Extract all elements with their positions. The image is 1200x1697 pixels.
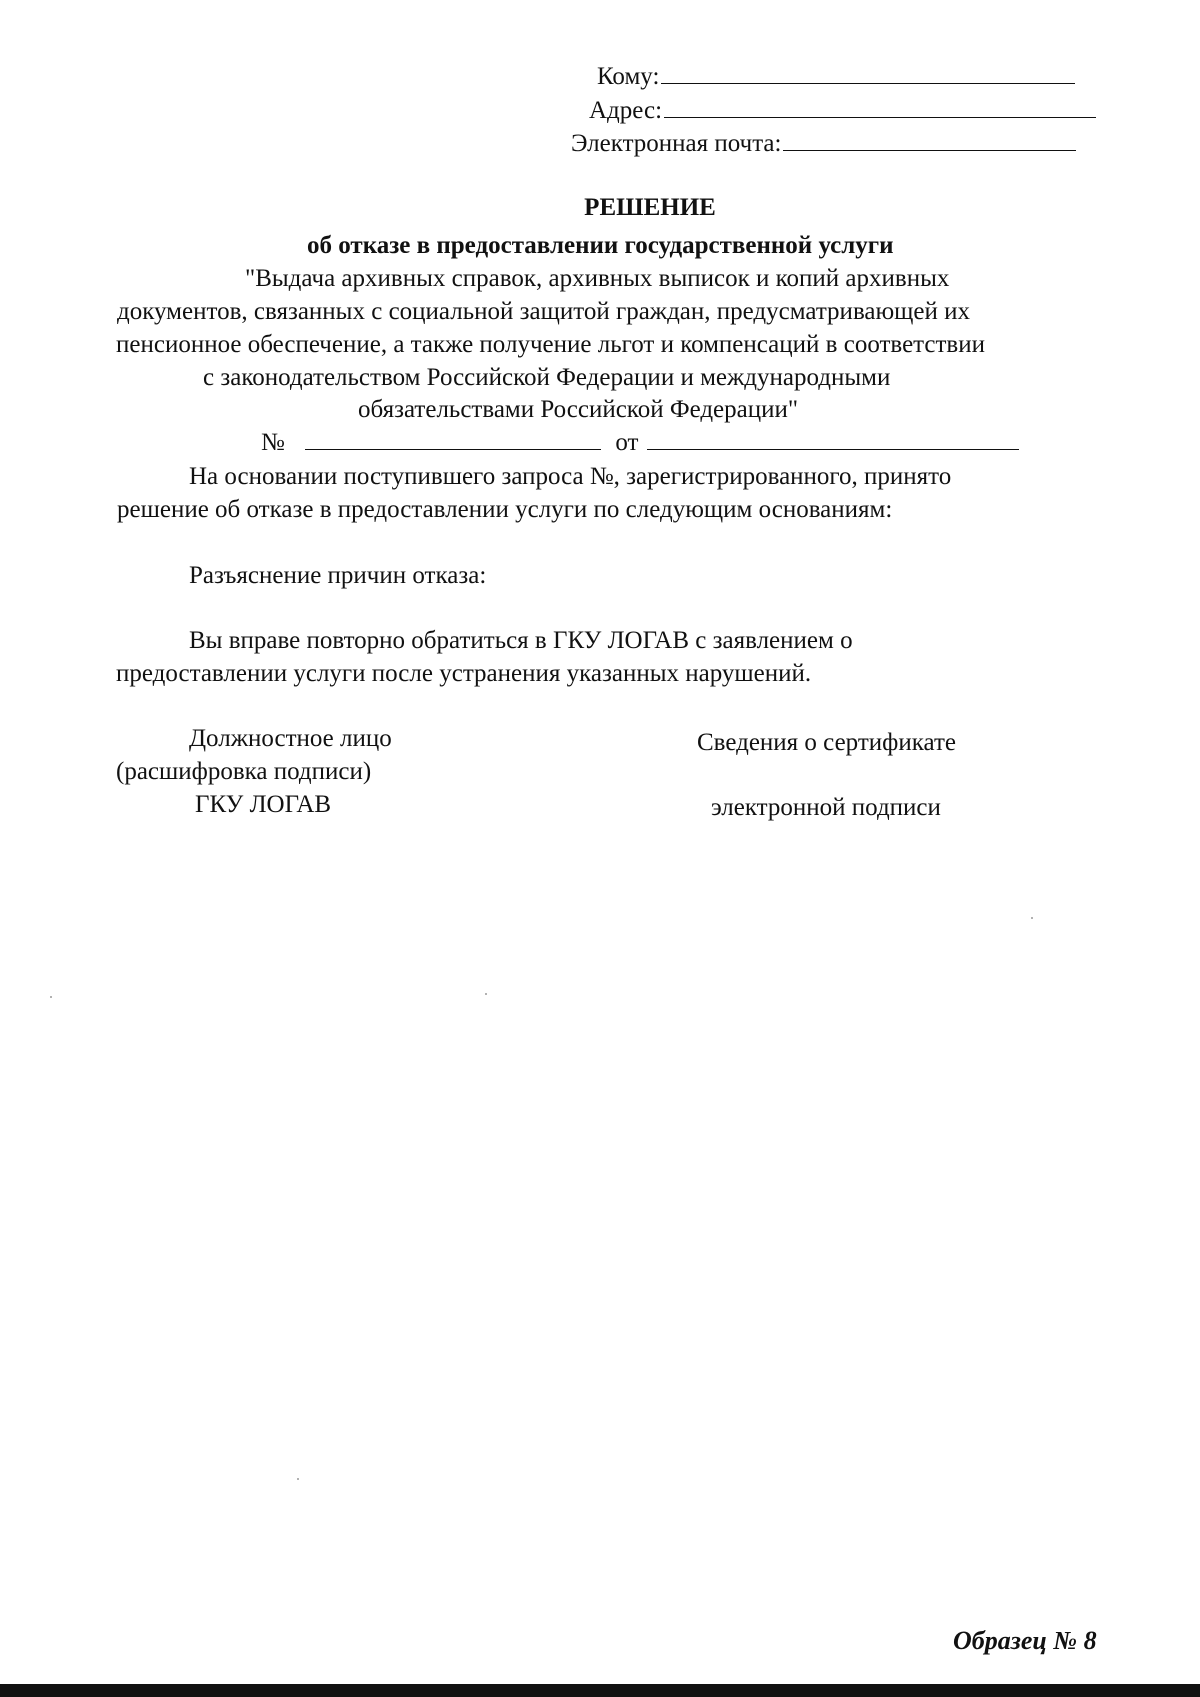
document-title: РЕШЕНИЕ (584, 194, 716, 221)
recipient-to-label: Кому: (597, 63, 660, 90)
service-name-line-5: обязательствами Российской Федерации" (358, 396, 799, 423)
reasons-label: Разъяснение причин отказа: (189, 562, 487, 589)
appeal-line-1: Вы вправе повторно обратиться в ГКУ ЛОГАВ с заявлением о (189, 627, 853, 654)
number-date-row (261, 428, 1019, 458)
recipient-to-field (661, 83, 1075, 84)
recipient-to-row (597, 62, 1075, 92)
official-organization: ГКУ ЛОГАВ (195, 791, 332, 818)
scan-speck (1031, 917, 1033, 919)
date-label: от (615, 429, 639, 456)
document-subtitle: об отказе в предоставлении государственной услуги (307, 232, 894, 259)
recipient-email-row (571, 129, 1076, 159)
scan-speck (297, 1478, 299, 1480)
number-field (305, 449, 601, 450)
basis-line-2: решение об отказе в предоставлении услуги по следующим основаниям: (117, 496, 893, 523)
recipient-address-label: Адрес: (589, 97, 663, 124)
scan-speck (485, 993, 487, 995)
certificate-info-line-2: электронной подписи (711, 794, 941, 821)
date-field (647, 449, 1019, 450)
scan-speck (50, 996, 52, 998)
official-signature-decoding: (расшифровка подписи) (116, 758, 372, 785)
recipient-address-row (589, 96, 1096, 126)
recipient-email-label: Электронная почта: (571, 130, 782, 157)
service-name-line-3: пенсионное обеспечение, а также получение льгот и компенсаций в соответствии (116, 331, 985, 358)
service-name-line-2: документов, связанных с социальной защитой граждан, предусматривающей их (117, 298, 971, 325)
sample-label: Образец № 8 (953, 1626, 1097, 1655)
recipient-email-field (783, 150, 1076, 151)
appeal-line-2: предоставлении услуги после устранения указанных нарушений. (116, 660, 812, 687)
certificate-info-line-1: Сведения о сертификате (697, 729, 956, 756)
number-label: № (261, 429, 285, 456)
service-name-line-4: с законодательством Российской Федерации и международными (203, 364, 891, 391)
official-title: Должностное лицо (189, 725, 392, 752)
recipient-address-field (664, 117, 1096, 118)
scan-edge-shadow (0, 1684, 1200, 1697)
service-name-line-1: "Выдача архивных справок, архивных выписок и копий архивных (245, 265, 950, 292)
basis-line-1: На основании поступившего запроса №, зарегистрированного, принято (189, 463, 952, 490)
